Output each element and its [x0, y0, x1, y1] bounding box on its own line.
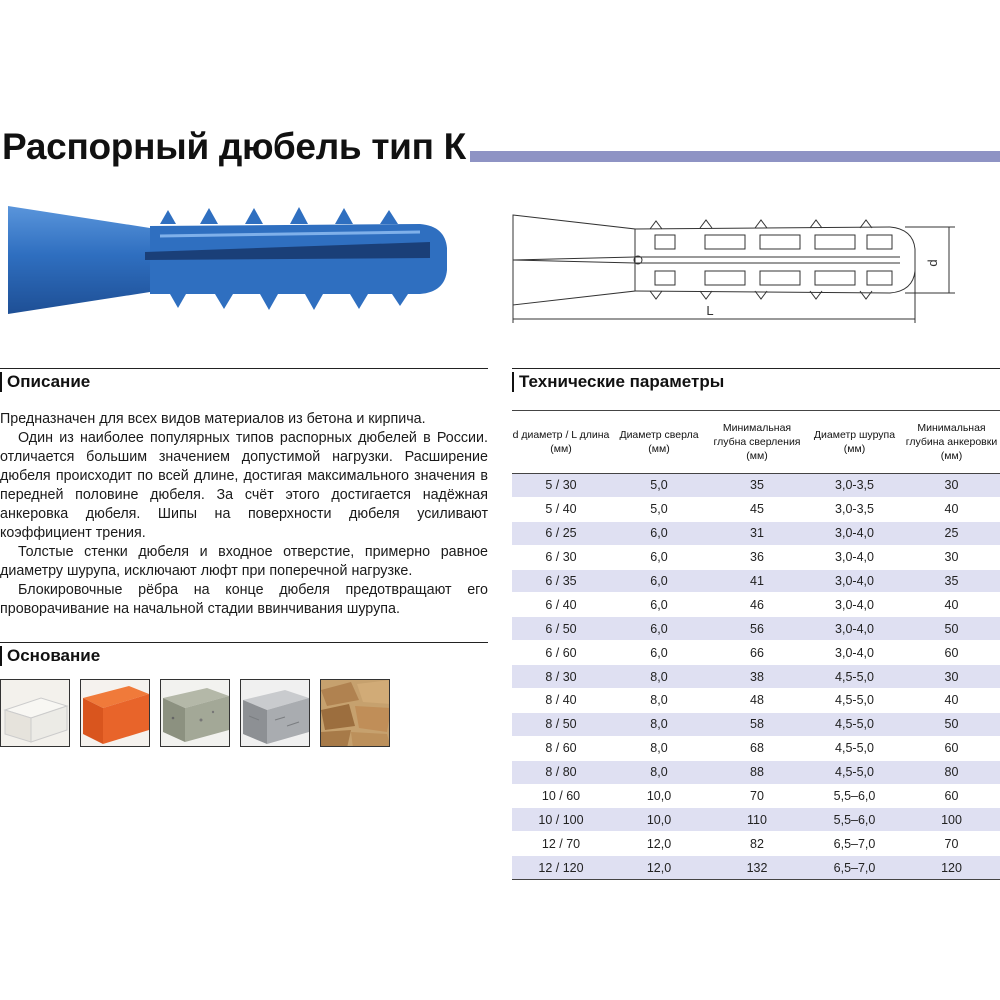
table-row: [512, 712, 1000, 736]
column-header: Диаметр сверла (мм): [619, 429, 699, 455]
page-title: Распорный дюбель тип К: [2, 126, 466, 167]
table-cell: 80: [903, 760, 1000, 784]
table-cell: 3,0-4,0: [806, 641, 903, 665]
table-cell: 12 / 120: [512, 856, 610, 880]
table-cell: 50: [903, 617, 1000, 641]
table-cell: 5 / 40: [512, 497, 610, 521]
table-cell: 4,5-5,0: [806, 736, 903, 760]
table-cell: 3,0-4,0: [806, 521, 903, 545]
table-row: [512, 736, 1000, 760]
table-cell: 6 / 25: [512, 521, 610, 545]
table-cell: 5,0: [610, 474, 708, 498]
table-cell: 8,0: [610, 712, 708, 736]
table-row: [512, 497, 1000, 521]
table-cell: 6,0: [610, 569, 708, 593]
table-cell: 12,0: [610, 856, 708, 880]
table-cell: 110: [708, 808, 806, 832]
description-rule: [0, 368, 488, 369]
table-header-row: [512, 411, 1000, 474]
table-row: [512, 641, 1000, 665]
table-cell: 6 / 40: [512, 593, 610, 617]
table-row: [512, 593, 1000, 617]
column-header: Минимальная глубна сверления (мм): [713, 422, 801, 462]
description-text: [0, 410, 488, 619]
table-cell: 31: [708, 521, 806, 545]
table-cell: 56: [708, 617, 806, 641]
table-cell: 100: [903, 808, 1000, 832]
table-cell: 4,5-5,0: [806, 665, 903, 689]
table-cell: 30: [903, 545, 1000, 569]
table-cell: 40: [903, 497, 1000, 521]
white-aerated-block-image: [0, 679, 70, 747]
column-header: d диаметр / L длина (мм): [512, 429, 610, 455]
table-cell: 8 / 80: [512, 760, 610, 784]
table-row: [512, 569, 1000, 593]
table-cell: 66: [708, 641, 806, 665]
table-cell: 8,0: [610, 736, 708, 760]
table-cell: 5,0: [610, 497, 708, 521]
base-heading: Основание: [0, 646, 100, 666]
table-cell: 12 / 70: [512, 832, 610, 856]
base-rule: [0, 642, 488, 643]
table-row: [512, 689, 1000, 713]
table-row: [512, 760, 1000, 784]
table-row: [512, 545, 1000, 569]
table-cell: 3,0-3,5: [806, 474, 903, 498]
table-cell: 50: [903, 712, 1000, 736]
table-row: [512, 521, 1000, 545]
table-cell: 10,0: [610, 784, 708, 808]
table-cell: 12,0: [610, 832, 708, 856]
table-cell: 6,5–7,0: [806, 856, 903, 880]
table-cell: 10 / 60: [512, 784, 610, 808]
grey-concrete-block-image: [160, 679, 230, 747]
table-cell: 48: [708, 689, 806, 713]
stone-rubble-image: [320, 679, 390, 747]
table-cell: 58: [708, 712, 806, 736]
table-cell: 8,0: [610, 760, 708, 784]
dimension-label-L: L: [706, 303, 714, 318]
table-row: [512, 617, 1000, 641]
table-cell: 10 / 100: [512, 808, 610, 832]
title-accent-bar: [470, 151, 1000, 162]
table-cell: 3,0-3,5: [806, 497, 903, 521]
table-cell: 8,0: [610, 689, 708, 713]
table-cell: 8 / 60: [512, 736, 610, 760]
dimension-label-d: d: [925, 259, 940, 267]
table-cell: 6,0: [610, 521, 708, 545]
table-cell: 3,0-4,0: [806, 545, 903, 569]
dowel-photo: [0, 196, 460, 321]
table-cell: 4,5-5,0: [806, 760, 903, 784]
description-heading: Описание: [0, 372, 90, 392]
column-header: Минимальная глубина анкеровки (мм): [905, 422, 998, 462]
table-cell: 8 / 50: [512, 712, 610, 736]
description-paragraph: Толстые стенки дюбеля и входное отверстие, примерно равное диаметру шурупа, исключают люфт при поперечной нагрузке.: [0, 544, 488, 579]
table-row: [512, 808, 1000, 832]
table-cell: 120: [903, 856, 1000, 880]
table-row: [512, 832, 1000, 856]
table-cell: 6,0: [610, 593, 708, 617]
specs-heading: Технические параметры: [512, 372, 724, 392]
table-row: [512, 665, 1000, 689]
table-cell: 132: [708, 856, 806, 880]
table-cell: 60: [903, 736, 1000, 760]
table-cell: 3,0-4,0: [806, 593, 903, 617]
table-cell: 5,5–6,0: [806, 784, 903, 808]
description-paragraph: Один из наиболее популярных типов распорных дюбелей в России. отличается большим значением допустимой нагрузки. Расширение дюбеля происходит по всей длине, достигая максимального значения в передней половине дюбеля. За счёт этого достигается надёжная анкеровка дюбеля. Шипы на поверхности дюбеля усиливают коэффициент трения.: [0, 430, 488, 541]
table-cell: 6 / 50: [512, 617, 610, 641]
table-cell: 3,0-4,0: [806, 569, 903, 593]
table-cell: 5,5–6,0: [806, 808, 903, 832]
table-cell: 6,0: [610, 545, 708, 569]
table-row: [512, 784, 1000, 808]
description-paragraph: Блокировочные рёбра на конце дюбеля предотвращают его проворачивание на начальной стадии ввинчивания шурупа.: [0, 582, 488, 617]
table-cell: 30: [903, 474, 1000, 498]
table-cell: 25: [903, 521, 1000, 545]
table-cell: 35: [903, 569, 1000, 593]
table-cell: 70: [903, 832, 1000, 856]
base-materials: [0, 679, 390, 747]
table-cell: 6,5–7,0: [806, 832, 903, 856]
table-cell: 30: [903, 665, 1000, 689]
table-cell: 41: [708, 569, 806, 593]
table-cell: 46: [708, 593, 806, 617]
table-cell: 36: [708, 545, 806, 569]
table-cell: 40: [903, 593, 1000, 617]
table-row: [512, 856, 1000, 880]
specs-table: [512, 410, 1000, 880]
table-cell: 6 / 35: [512, 569, 610, 593]
table-cell: 10,0: [610, 808, 708, 832]
table-cell: 8 / 40: [512, 689, 610, 713]
stone-block-image: [240, 679, 310, 747]
specs-rule: [512, 368, 1000, 369]
table-cell: 6,0: [610, 641, 708, 665]
table-cell: 8 / 30: [512, 665, 610, 689]
description-paragraph: Предназначен для всех видов материалов из бетона и кирпича.: [0, 411, 426, 427]
table-cell: 40: [903, 689, 1000, 713]
table-cell: 4,5-5,0: [806, 712, 903, 736]
table-cell: 4,5-5,0: [806, 689, 903, 713]
table-cell: 6 / 60: [512, 641, 610, 665]
table-cell: 60: [903, 784, 1000, 808]
red-brick-image: [80, 679, 150, 747]
table-cell: 60: [903, 641, 1000, 665]
dowel-technical-drawing: [505, 205, 970, 330]
table-row: [512, 474, 1000, 498]
table-cell: 35: [708, 474, 806, 498]
table-cell: 3,0-4,0: [806, 617, 903, 641]
table-cell: 70: [708, 784, 806, 808]
column-header: Диаметр шурупа (мм): [813, 429, 896, 455]
table-cell: 6 / 30: [512, 545, 610, 569]
table-cell: 8,0: [610, 665, 708, 689]
table-cell: 6,0: [610, 617, 708, 641]
table-cell: 82: [708, 832, 806, 856]
table-cell: 68: [708, 736, 806, 760]
table-cell: 88: [708, 760, 806, 784]
table-cell: 38: [708, 665, 806, 689]
table-cell: 5 / 30: [512, 474, 610, 498]
table-cell: 45: [708, 497, 806, 521]
